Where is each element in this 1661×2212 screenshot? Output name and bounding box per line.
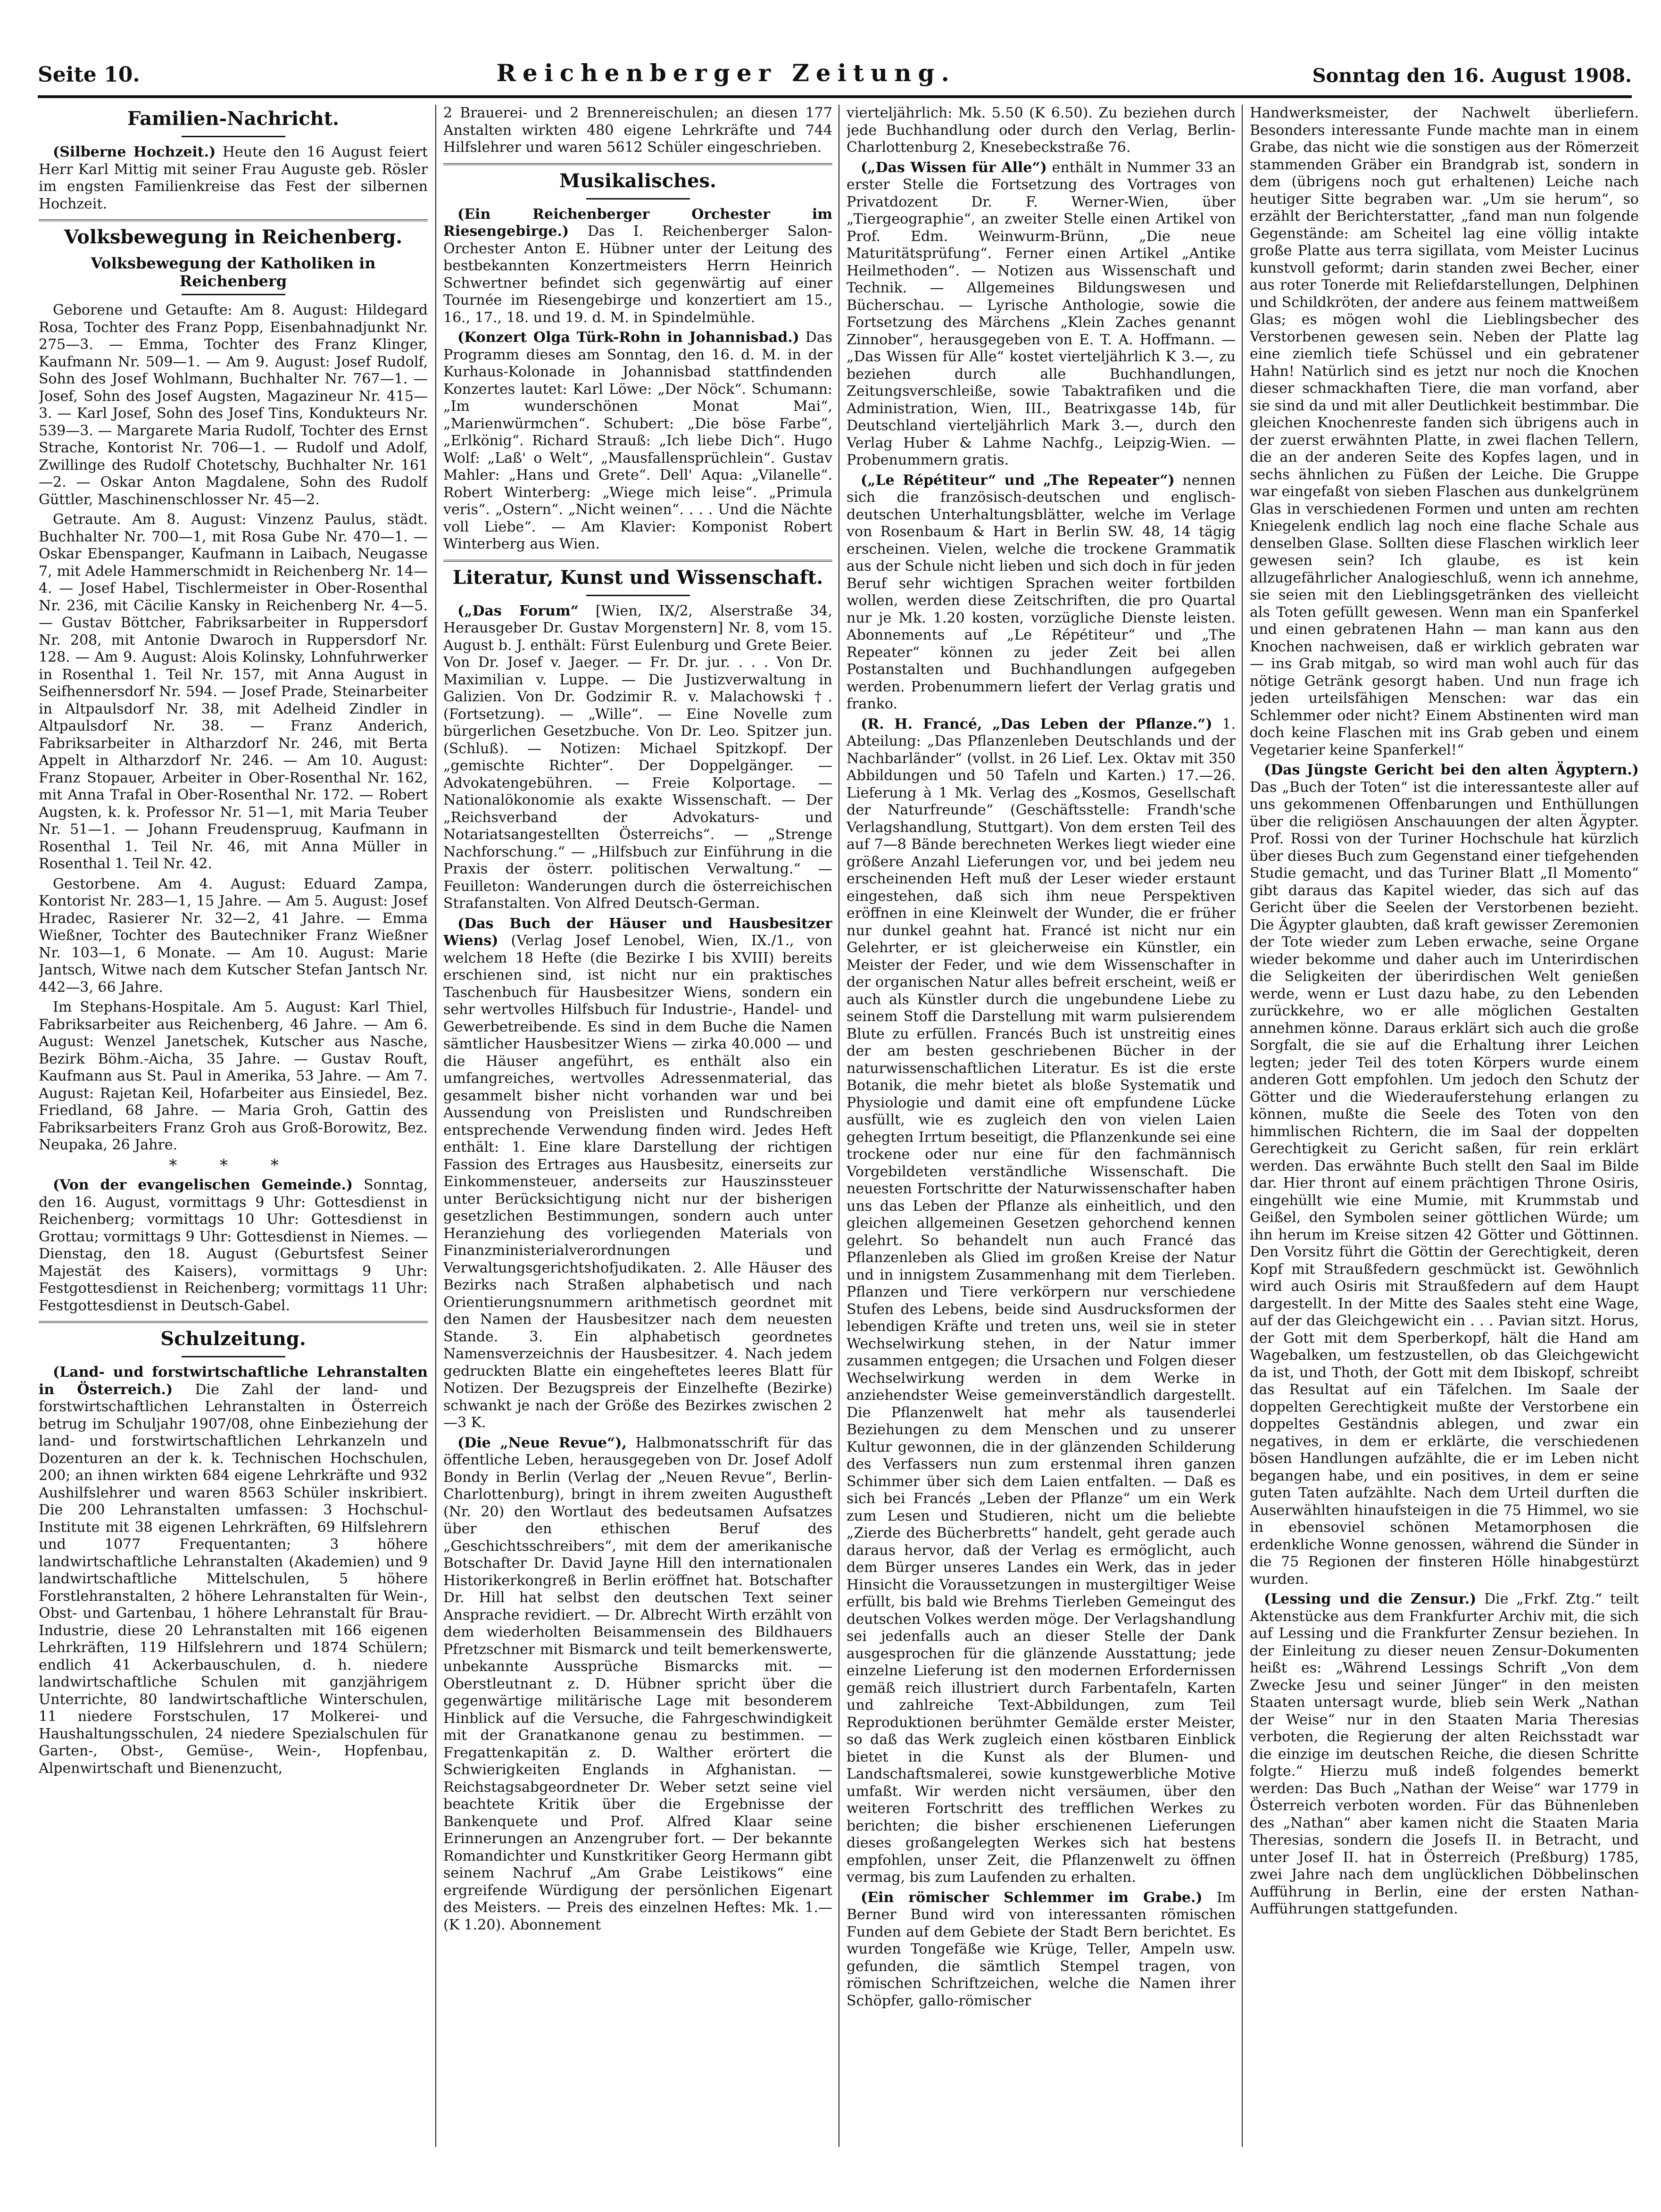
article-lehranstalten: (Land- und forstwirtschaftliche Lehranstalten in Österreich.) Die Zahl der land- und forstwirtschaftlichen Lehranstalten in Österreich betrug im Schuljahr 1907/08, ohne Einbeziehung der land- und forstwirtschaftlichen Lehrkanzeln und Dozenturen an der k. k. Technischen Hochschulen, 200; an ihnen wirkten 684 eigene Lehrkräfte und 932 Aushilfslehrer und waren 8563 Schüler inskribiert. Die 200 Lehranstalten umfassen: 3 Hochschul-Institute mit 38 eigenen Lehrkräften, 69 Hilfslehrern und 1077 Frequentanten; 3 höhere landwirtschaftliche Lehranstalten (Akademien) und 9 landwirtschaftliche Mittelschulen, 5 höhere Forstlehranstalten, 2 höhere Lehranstalten für Wein-, Obst- und Gartenbau, 1 höhere Lehranstalt für Brau-Industrie, diese 20 Lehranstalten mit 166 eigenen Lehrkräften, 119 Hilfslehrern und 1874 Schülern; endlich 41 Ackerbauschulen, d. h. niedere landwirtschaftliche Schulen mit ganzjährigem Unterrichte, 80 landwirtschaftliche Winterschulen, 11 niedere Forstschulen, 17 Molkerei- und Haushaltungsschulen, 24 niedere Spezialschulen für Garten-, Obst-, Gemüse-, Wein-, Hopfenbau, Alpenwirtschaft und Bienenzucht, (39, 1364, 428, 1777)
column-1 (39, 105, 428, 2147)
section-rule (182, 294, 285, 295)
section-rule (182, 136, 285, 137)
section-title-literatur: Literatur, Kunst und Wissenschaft. (452, 566, 823, 589)
article-roemischer-schlemmer: (Ein römischer Schlemmer im Grabe.) Im Berner Bund wird von interessanten römischen Funden auf dem Gebiete der Stadt Bern berichtet. Es wurden Tongefäße wie Krüge, Teller, Ampeln usw. gefunden, die sämtlich Stempel tragen, von römischen Schriftzeichen, welche die Namen ihrer Schöpfer, gallo-römischer (847, 1889, 1236, 2009)
article-france-pflanze: (R. H. Francé, „Das Leben der Pflanze.“) 1. Abteilung: „Das Pflanzenleben Deutschlands und der Nachbarländer“ (vollst. in 26 Lief. Lex. Oktav mit 350 Abbildungen und 50 Tafeln und Karten.) 17.—26. Lieferung à 1 Mk. Verlag des „Kosmos, Gesellschaft der Naturfreunde“ (Geschäftsstelle: Frandh'sche Verlagshandlung, Stuttgart). Von dem ersten Teil des auf 7—8 Bände berechneten Werkes liegt wieder eine größere Anzahl Lieferungen vor, und bei jedem neu erscheinenden Heft muß der Leser wieder erstaunt eingestehen, daß sich ihm neue Perspektiven eröffnen in eine Kleinwelt der Wunder, die er früher nur dunkel geahnt hat. Francé ist nicht nur ein Gelehrter, er ist gleicherweise ein Künstler, ein Meister der Feder, und wie dem Wissenschafter in der organischen Natur alles befreit erscheint, weiß er auch als Künstler durch die ungebundene Liebe zu seinem Stoff die Darstellung mit warm pulsierendem Blute zu erfüllen. Francés Buch ist unstreitig eines der am besten geschriebenen Bücher in der naturwissenschaftlichen Literatur. Es ist die erste Botanik, die mehr bietet als bloße Systematik und Physiologie und damit eine oft empfundene Lücke ausfüllt, wie es zugleich den von vielen Laien gehegten Irrtum beseitigt, die Pflanzenkunde sei eine trockene oder nur eine für den fachmännisch Vorgebildeten verständliche Wissenschaft. Die neuesten Fortschritte der Naturwissenschafter haben uns das Leben der Pflanze als einheitlich, und den gleichen allgemeinen Gesetzen gehorchend kennen gelehrt. So behandelt nun auch Francé das Pflanzenleben als Glied im großen Kreise der Natur und in innigstem Zusammenhang mit dem Tierleben. Pflanzen und Tiere verkörpern nur verschiedene Stufen des Lebens, beide sind Ausdrucksformen der lebendigen Kräfte und treten uns, weil sie in steter Wechselwirkung stehen, in der Natur immer zusammen entgegen; die Ursachen und Folgen dieser Wechselwirkung werden in dem Werke in anziehendster Weise gemeinverständlich dargestellt. Die Pflanzenwelt hat mehr als tausenderlei Beziehungen zu dem Menschen und zu unserer Kultur gewonnen, die in der glänzenden Schilderung des Verfassers nun zum erstenmal ihren ganzen Schimmer über sich dem Laien entfalten. — Daß es sich bei Francés „Leben der Pflanze“ um ein Werk zum Lesen und Studieren, nicht um die beliebte „Zierde des Bücherbretts“ handelt, geht gerade auch daraus hervor, daß der Verlag es ermöglicht, auch dem Bürger unseres Landes ein Werk, das in jeder Hinsicht die Voraussetzungen in mustergiltiger Weise erfüllt, bis bald wie Brehms Tierleben Gemeingut des deutschen Volkes werden möge. Der Verlagshandlung sei jedenfalls auch an dieser Stelle der Dank ausgesprochen für die glänzende Ausstattung; jede einzelne Lieferung ist den modernen Erfordernissen gemäß reich illustriert durch Farbentafeln, Karten und zahlreiche Text-Abbildungen, zum Teil Reproduktionen berühmter Gemälde erster Meister, so daß das Werk zugleich einen köstbaren Einblick bietet in die Kunst als der Blumen- und Landschaftsmalerei, sowie kunstgewerbliche Motive umfaßt. Wir werden nicht versäumen, über den weiteren Fortschritt des trefflichen Werkes zu berichten; die bisher erschienenen Lieferungen dieses großangelegten Werkes sich hat bestens empfohlen, unser Zeit, die Pflanzenwelt zu öffnen vermag, bis zum Laufenden zu erhalten. (847, 715, 1236, 1886)
separator (443, 163, 832, 165)
getraute-list: Getraute. Am 8. August: Vinzenz Paulus, städt. Buchhalter Nr. 700—1, mit Rosa Gube Nr. 470—1. — Oskar Ebenspanger, Kaufmann in Laibach, Neugasse 7, mit Adele Hammerschmidt in Reichenberg Nr. 14—4. — Josef Habel, Tischlermeister in Ober-Rosenthal Nr. 236, mit Cäcilie Kansky in Reichenberg Nr. 4—5. — Gustav Böttcher, Fabriksarbeiter in Ruppersdorf Nr. 208, mit Antonie Dwaroch in Ruppersdorf Nr. 128. — Am 9. August: Alois Kolinsky, Lohnfuhrwerker in Rosenthal 1. Teil Nr. 157, mit Anna August in Seifhennersdorf Nr. 594. — Josef Prade, Steinarbeiter in Altpaulsdorf Nr. 38, mit Adelheid Zindler in Altpaulsdorf Nr. 38. — Franz Anderich, Fabriksarbeiter in Altharzdorf Nr. 246, mit Berta Appelt in Altharzdorf Nr. 246. — Am 10. August: Franz Stopauer, Arbeiter in Ober-Rosenthal Nr. 162, mit Anna Trafal in Ober-Rosenthal Nr. 172. — Robert Augsten, k. k. Professor Nr. 51—1, mit Maria Teuber Nr. 51—1. — Johann Freudenspruug, Kaufmann in Rosenthal 1. Teil Nr. 46, mit Anna Müller in Rosenthal 1. Teil Nr. 42. (39, 511, 428, 872)
column-divider (435, 105, 436, 2147)
subsection-title-katholiken: Volksbewegung der Katholiken in Reichenberg (91, 254, 376, 290)
article-forum: („Das Forum“ [Wien, IX/2, Alserstraße 34, Herausgeber Dr. Gustav Morgenstern] Nr. 8, vom 15. August b. J. enthält: Fürst Eulenburg und Grete Beier. Von Dr. Josef v. Jaeger. — Fr. Dr. jur. . . . Von Dr. Maximilian v. Luppe. — Die Justizverwaltung in Galizien. Von Dr. Godzimir R. v. Malachowski †. (Fortsetzung). — „Wille“. — Eine Novelle zum bürgerlichen Gesetzbuche. Von Dr. Leo. Spitzer jun. (Schluß). — Notizen: Michael Spitzkopf. Der „gemischte Richter“. Der Doppelgänger. — Advokatengebühren. — Freie Kolportage. — Nationalökonomie als exakte Wissenschaft. — Der „Reichsverband der Advokaturs- und Notariatsangestellten Österreichs“. — „Strenge Nachforschung.“ — „Hilfsbuch zur Einführung in die Praxis der österr. politischen Verwaltung.“ — Feuilleton: Wanderungen durch die österreichischen Strafanstalten. Von Alfred Deutsch-German. (443, 602, 832, 912)
article-wissen-fuer-alle: („Das Wissen für Alle“) enthält in Nummer 33 an erster Stelle die Fortsetzung des Vortrages von Privatdozent Dr. F. Werner-Wien, über „Tiergeographie“, an zweiter Stelle einen Artikel von Prof. Edm. Weinwurm-Brünn, „Die neue Maturitätsprüfung“. Ferner einen Artikel „Antike Heilmethoden“. — Notizen aus Wissenschaft und Technik. — Allgemeines Bildungswesen und Bücherschau. — Lyrische Anthologie, sowie die Fortsetzung des Märchens „Klein Zaches genannt Zinnober“, herausgegeben von E. T. A. Hoffmann. — „Das Wissen für Alle“ kostet vierteljährlich K 3.—, zu beziehen durch alle Buchhandlungen, Zeitungsverschleiße, sowie Tabaktrafiken und die Administration, Wien, III., Beatrixgasse 14b, für Deutschland vierteljährlich Mark 3.—, durch den Verlag Huber & Lahme Nachfg., Leipzig-Wien. — Probenummern gratis. (847, 159, 1236, 468)
column-divider (1242, 105, 1243, 2147)
article-buch-der-haeuser: (Das Buch der Häuser und Hausbesitzer Wiens) (Verlag Josef Lenobel, Wien, IX./1., von welchem 18 Hefte (die Bezirke I bis XVIII) bereits erschienen sind, ist nicht nur ein praktisches Taschenbuch für Hausbesitzer Wiens, sondern ein sehr wertvolles Hilfsbuch für Industrie-, Handel- und Gewerbetreibende. Es sind in dem Buche die Namen sämtlicher Hausbesitzer Wiens — zirka 40.000 — und die Häuser angeführt, es enthält also ein umfangreiches, wertvolles Adressenmaterial, das gesammelt bisher nicht vorhanden war und bei Aussendung von Preislisten und Rundschreiben entsprechende Verwendung finden wird. Jedes Heft enthält: 1. Eine klare Darstellung der richtigen Fassion des Ertrages aus Hausbesitz, einerseits zur Einkommensteuer, anderseits zur Hauszinssteuer unter Berücksichtigung nicht nur der bisherigen gesetzlichen Bestimmungen, sondern auch unter Heranziehung des vorliegenden Materials von Finanzministerialverordnungen und Verwaltungsgerichtshofjudikaten. 2. Alle Häuser des Bezirks nach Straßen alphabetisch und nach Orientierungsnummern arithmetisch geordnet mit den Namen der Hausbesitzer nach dem neuesten Stande. 3. Ein alphabetisch geordnetes Namensverzeichnis der Hausbesitzer. 4. Nach jedem gedruckten Blatte ein eingeheftetes leeres Blatt für Notizen. Der Bezugspreis der Einzelhefte (Bezirke) schwankt je nach der Größe des Bezirkes zwischen 2—3 K. (443, 915, 832, 1431)
article-lehranstalten-cont: 2 Brauerei- und 2 Brennereischulen; an diesen 177 Anstalten wirkten 480 eigene Lehrkräfte und 744 Hilfslehrer und waren 5612 Schüler eingeschrieben. (443, 105, 832, 156)
section-title-volksbewegung: Volksbewegung in Reichenberg. (64, 226, 403, 248)
section-rule (586, 595, 690, 596)
article-roemischer-schlemmer-cont: Handwerksmeister, der Nachwelt überliefern. Besonders interessante Funde machte man in einem Grabe, das nicht wie die sonstigen aus der Römerzeit stammenden Gräber ein Brandgrab ist, sondern in dem (übrigens noch gut erhaltenen) Leiche nach heutiger Sitte begraben war. „Um sie herum“, so erzählt der Berichterstatter, „fand man nun folgende Gegenstände: am Scheitel lag eine völlig intakte große Platte aus terra sigillata, vom Meister Lucinus kunstvoll geformt; darin standen zwei Becher, einer aus roter Tonerde mit Reliefdarstellungen, Delphinen und Schildkröten, der andere aus feinem mattweißem Glas; es mögen wohl die Lieblingsbecher des Verstorbenen gewesen sein. Neben der Platte lag eine ziemlich tiefe Schüssel und ein gebratener Hahn! Natürlich sind es jetzt nur noch die Knochen dieser schmackhaften Tiere, die man vorfand, aber sie sind da und mit aller Deutlichkeit bestimmbar. Die gleichen Knochenreste fanden sich übrigens auch in der zuerst erwähnten Platte, in zwei flachen Tellern, die an der anderen Seite des Kopfes lagen, und in sechs ähnlichen zu Füßen der Leiche. Die Gruppe war eingefaßt von sieben Flaschen aus dunkelgrünem Glas in verschiedenen Formen und unten am rechten Kniegelenk endlich lag noch eine flache Schale aus denselben Glase. Sollten diese Flaschen wirklich leer gewesen sein? Ich glaube, es ist kein allzugefährlicher Analogieschluß, wenn ich annehme, sie seien mit den Lieblingsgetränken des vielleicht als Toten gefüllt gewesen. Wenn man ein Spanferkel und einen gebratenen Hahn — man kann aus den Knochen nachweisen, daß er wirklich gebraten war — ins Grab mitgab, so wird man wohl auch für das nötige Getränk gesorgt haben. Und nun frage ich jeden urteilsfähigen Menschen: war das ein Schlemmer oder nicht? Einem Abstinenten wird man doch keine Flaschen mit ins Grab geben und einem Vegetarier keine Spanferkel!“ (1250, 105, 1639, 758)
page-number: Seite 10. (38, 63, 140, 87)
ornament-stars: * * * (169, 1156, 298, 1175)
separator (443, 560, 832, 562)
article-orchester: (Ein Reichenberger Orchester im Riesengebirge.) Das I. Reichenberger Salon-Orchester Anton E. Hübner unter der Leitung des bestbekannten Konzertmeisters Herrn Heinrich Schwertner befindet sich gegenwärtig auf einer Tournée im Riesengebirge und konzertiert am 15., 16., 17., 18. und 19. d. M. in Spindelmühle. (443, 206, 832, 326)
section-title-familien: Familien-Nachricht. (127, 108, 340, 130)
article-neue-revue-cont: vierteljährlich: Mk. 5.50 (K 6.50). Zu beziehen durch jede Buchhandlung oder durch den Verlag, Berlin-Charlottenburg 2, Knesebeckstraße 76. (847, 105, 1236, 156)
article-evangelische-gemeinde: (Von der evangelischen Gemeinde.) Sonntag, den 16. August, vormittags 9 Uhr: Gottesdienst in Reichenberg; vormittags 10 Uhr: Gottesdienst in Grottau; vormittags 9 Uhr: Gottesdienst in Niemes. — Dienstag, den 18. August (Geburtsfest Seiner Majestät des Kaisers), vormittags 9 Uhr: Festgottesdienst in Reichenberg; vormittags 11 Uhr: Festgottesdienst in Deutsch-Gabel. (39, 1177, 428, 1314)
section-rule (182, 1356, 285, 1357)
separator (39, 1321, 428, 1323)
issue-date: Sonntag den 16. August 1908. (1312, 65, 1632, 87)
column-2 (443, 105, 832, 2147)
column-3 (847, 105, 1236, 2147)
article-repetiteur: („Le Répétiteur“ und „The Repeater“) nennen sich die französisch-deutschen und englisch-deutschen Unterhaltungsblätter, welche im Verlage von Rosenbaum & Hart in Berlin SW. 48, 14 tägig erscheinen. Vielen, welche die trockene Grammatik aus der Schule nicht lieben und sich doch in für jeden Beruf sehr wichtigen Sprachen weiter fortbilden wollen, werden diese Zeitschriften, die pro Quartal nur je Mk. 1.20 kosten, vorzügliche Dienste leisten. Abonnements auf „Le Répétiteur“ und „The Repeater“ können zu jeder Zeit bei allen Postanstalten und Buchhandlungen aufgegeben werden. Probenummern liefert der Verlag gratis und franko. (847, 472, 1236, 712)
article-lessing-zensur: (Lessing und die Zensur.) Die „Frkf. Ztg.“ teilt Aktenstücke aus dem Frankfurter Archiv mit, die sich auf Lessing und die Frankfurter Zensur beziehen. In der Einleitung zu dieser neuen Zensur-Dokumenten heißt es: „Während Lessings Schrift „Von dem Zwecke Jesu und seiner Jünger“ in den meisten Staaten untersagt wurde, blieb sein Werk „Nathan der Weise“ nur in den Staaten Maria Theresias verboten, die Regierung der alten Reichsstadt war die einzige im deutschen Reiche, die diesen Schritte folgte.“ Hierzu muß indeß folgendes bemerkt werden: Das Buch „Nathan der Weise“ war 1779 in Österreich verboten worden. Für das Bühnenleben des „Nathan“ aber kamen nicht die Staaten Maria Theresias, sondern die Josefs II. in Betracht, und unter Josef II. hat in Österreich (Preßburg) 1785, zwei Jahre nach dem unglücklichen Döbbelinschen Aufführung in Berlin, eine der ersten Nathan-Aufführungen stattgefunden. (1250, 1591, 1639, 1917)
article-silberne-hochzeit: (Silberne Hochzeit.) Heute den 16 August feiert Herr Karl Mittig mit seiner Frau Auguste geb. Rösler im engsten Familienkreise das Fest der silbernen Hochzeit. (39, 144, 428, 212)
section-title-schulzeitung: Schulzeitung. (160, 1328, 306, 1350)
spital-list: Im Stephans-Hospitale. Am 5. August: Karl Thiel, Fabriksarbeiter aus Reichenberg, 46 Jahre. — Am 6. August: Wenzel Janetschek, Kutscher aus Nasche, Bezirk Böhm.-Aicha, 35 Jahre. — Gustav Rouft, Kaufmann aus St. Paul in Amerika, 53 Jahre. — Am 7. August: Rajetan Keil, Hofarbeiter aus Einsiedel, Bez. Friedland, 68 Jahre. — Maria Groh, Gattin des Fabriksarbeiters Franz Groh aus Groß-Borowitz, Bez. Neupaka, 26 Jahre. (39, 999, 428, 1153)
article-neue-revue: (Die „Neue Revue“), Halbmonatsschrift für das öffentliche Leben, herausgegeben von Dr. Josef Adolf Bondy in Berlin (Verlag der „Neuen Revue“, Berlin-Charlottenburg), bringt in ihrem zweiten Augustheft (Nr. 20) den Wortlaut des bedeutsamen Aufsatzes über den ethischen Beruf des „Geschichtsschreibers“, mit dem der amerikanische Botschafter Dr. David Jayne Hill den internationalen Historikerkongreß in Berlin eröffnet hat. Botschafter Dr. Hill hat selbst den deutschen Text seiner Ansprache revidiert. — Dr. Albrecht Wirth erzählt von dem wiederholten Beisammensein des Bildhauers Pfretzschner mit Bismarck und teilt bemerkenswerte, unbekannte Aussprüche Bismarcks mit. — Oberstleutnant z. D. Hübner spricht über die gegenwärtige militärische Lage mit besonderem Hinblick auf die Versuche, die Fahrgeschwindigkeit mit der Granatkanone genau zu bestimmen. — Fregattenkapitän z. D. Walther erörtert die Schwierigkeiten Englands in Afghanistan. — Reichstagsabgeordneter Dr. Weber setzt seine viel beachtete Kritik über die Ergebnisse der Bankenquete und Prof. Alfred Klaar seine Erinnerungen an Anzengruber fort. — Der bekannte Romandichter und Kunstkritiker Georg Hermann gibt seinem Nachruf „Am Grabe Leistikows“ eine ergreifende Würdigung der persönlichen Eigenart des Meisters. — Preis des einzelnen Heftes: Mk. 1.— (K 1.20). Abonnement (443, 1434, 832, 1933)
geborene-list: Geborene und Getaufte: Am 8. August: Hildegard Rosa, Tochter des Franz Popp, Eisenbahnadjunkt Nr. 275—3. — Emma, Tochter des Franz Klinger, Kaufmann Nr. 509—1. — Am 9. August: Josef Rudolf, Sohn des Josef Wohlmann, Buchhalter Nr. 767—1. — Josef, Sohn des Josef Augsten, Magazineur Nr. 415—3. — Karl Josef, Sohn des Josef Tins, Kondukteurs Nr. 539—3. — Margarete Maria Rudolf, Tochter des Ernst Strache, Kontorist Nr. 706—1. — Rudolf und Adolf, Zwillinge des Rudolf Chotetschy, Buchhalter Nr. 161—2. — Oskar Anton Magdalene, Sohn des Rudolf Güttler, Maschinenschlosser Nr. 45—2. (39, 302, 428, 508)
section-title-musikalisches: Musikalisches. (559, 169, 716, 192)
page-header (38, 42, 1632, 98)
section-rule (586, 198, 690, 200)
article-juengstes-gericht: (Das Jüngste Gericht bei den alten Ägyptern.) Das „Buch der Toten“ ist die interessanteste aller auf uns gekommenen Offenbarungen und Enthüllungen über die religiösen Anschauungen der alten Ägypter. Prof. Rossi von der Turiner Hochschule hat kürzlich über dieses Buch zum Gegenstand einer tiefgehenden Studie gemacht, und das Turiner Blatt „Il Momento“ gibt daraus das Kapitel wieder, das sich auf das Gericht über die Seelen der Verstorbenen bezieht. Die Ägypter glaubten, daß kraft gewisser Zeremonien der Tote wieder zum Leben erwache, seine Organe wieder bekomme und daher auch im Unterirdischen die Seligkeiten der überirdischen Welt genießen werde, wenn er Lust dazu habe, zu den Lebenden zurückkehre, wo er alle möglichen Gestalten annehmen könne. Daraus erklärt sich auch die große Sorgfalt, die sie auf die Erhaltung ihrer Leichen legten; jeder Teil des toten Körpers wurde einem anderen Gott empfohlen. Um jedoch den Schutz der Götter und die Wiederauferstehung erlangen zu können, mußte die Seele des Toten von den himmlischen Richtern, die im Saal der doppelten Gerechtigkeit zu Gericht saßen, für rein erklärt werden. Das erwähnte Buch stellt den Saal im Bilde dar. Hier thront auf einem prächtigen Throne Osiris, eingehüllt wie eine Mumie, mit Krummstab und Geißel, den Symbolen seiner göttlichen Würde; um ihn herum im Kreise sitzen 42 Götter und Göttinnen. Den Vorsitz führt die Göttin der Gerechtigkeit, deren Kopf mit Straußfedern geschmückt ist. Gewöhnlich wird auch Osiris mit Straußfedern auf dem Haupt dargestellt. In der Mitte des Saales steht eine Wage, auf der das Gleichgewicht ein . . . Pavian sitzt. Horus, der Gott mit dem Sperberkopf, hält die Hand am Wagebalken, um festzustellen, ob das Gleichgewicht da ist, und Thoth, der Gott mit dem Ibiskopf, schreibt das Resultat auf ein Täfelchen. Im Saale der doppelten Gerechtigkeit mußte der Verstorbene ein doppeltes Geständnis ablegen, und zwar ein negatives, in dem er erklärte, die verschiedenen bösen Handlungen aufzählte, die er im Leben nicht begangen habe, und ein positives, in dem er seine guten Taten aufzählte. Nach dem Urteil durften die Auserwählten hinaufsteigen in die 75 Himmel, wo sie in ebensoviel schönen Metamorphosen die erdenkliche Wonne genossen, während die Sünder in die 75 Regionen der finsteren Hölle hinabgestürzt wurden. (1250, 762, 1639, 1588)
gestorbene-list: Gestorbene. Am 4. August: Eduard Zampa, Kontorist Nr. 283—1, 15 Jahre. — Am 5. August: Josef Hradec, Rasierer Nr. 32—2, 41 Jahre. — Emma Wießner, Tochter des Bautechniker Franz Wießner Nr. 103—1, 6 Monate. — Am 10. August: Marie Jantsch, Witwe nach dem Kutscher Stefan Jantsch Nr. 442—3, 66 Jahre. (39, 875, 428, 996)
column-4 (1250, 105, 1639, 2147)
newspaper-title: Reichenberger Zeitung. (496, 59, 956, 87)
article-konzert-olga: (Konzert Olga Türk-Rohn in Johannisbad.) Das Programm dieses am Sonntag, den 16. d. M. in der Kurhaus-Kolonade in Johannisbad stattfindenden Konzertes lautet: Karl Löwe: „Der Nöck“. Schumann: „Im wunderschönen Monat Mai“, „Marienwürmchen“. Schubert: „Die böse Farbe“, „Erlkönig“. Richard Strauß: „Ich liebe Dich“. Hugo Wolf: „Laß' o Welt“, „Mausfallensprüchlein“. Gustav Mahler: „Hans und Grete“. Dell' Aqua: „Vilanelle“. Robert Winterberg: „Wiege mich leise“. „Primula veris“. „Ostern“. „Nicht weinen“. . . . Und die Nächte voll Liebe“. — Am Klavier: Komponist Robert Winterberg aus Wien. (443, 329, 832, 552)
separator (39, 219, 428, 221)
